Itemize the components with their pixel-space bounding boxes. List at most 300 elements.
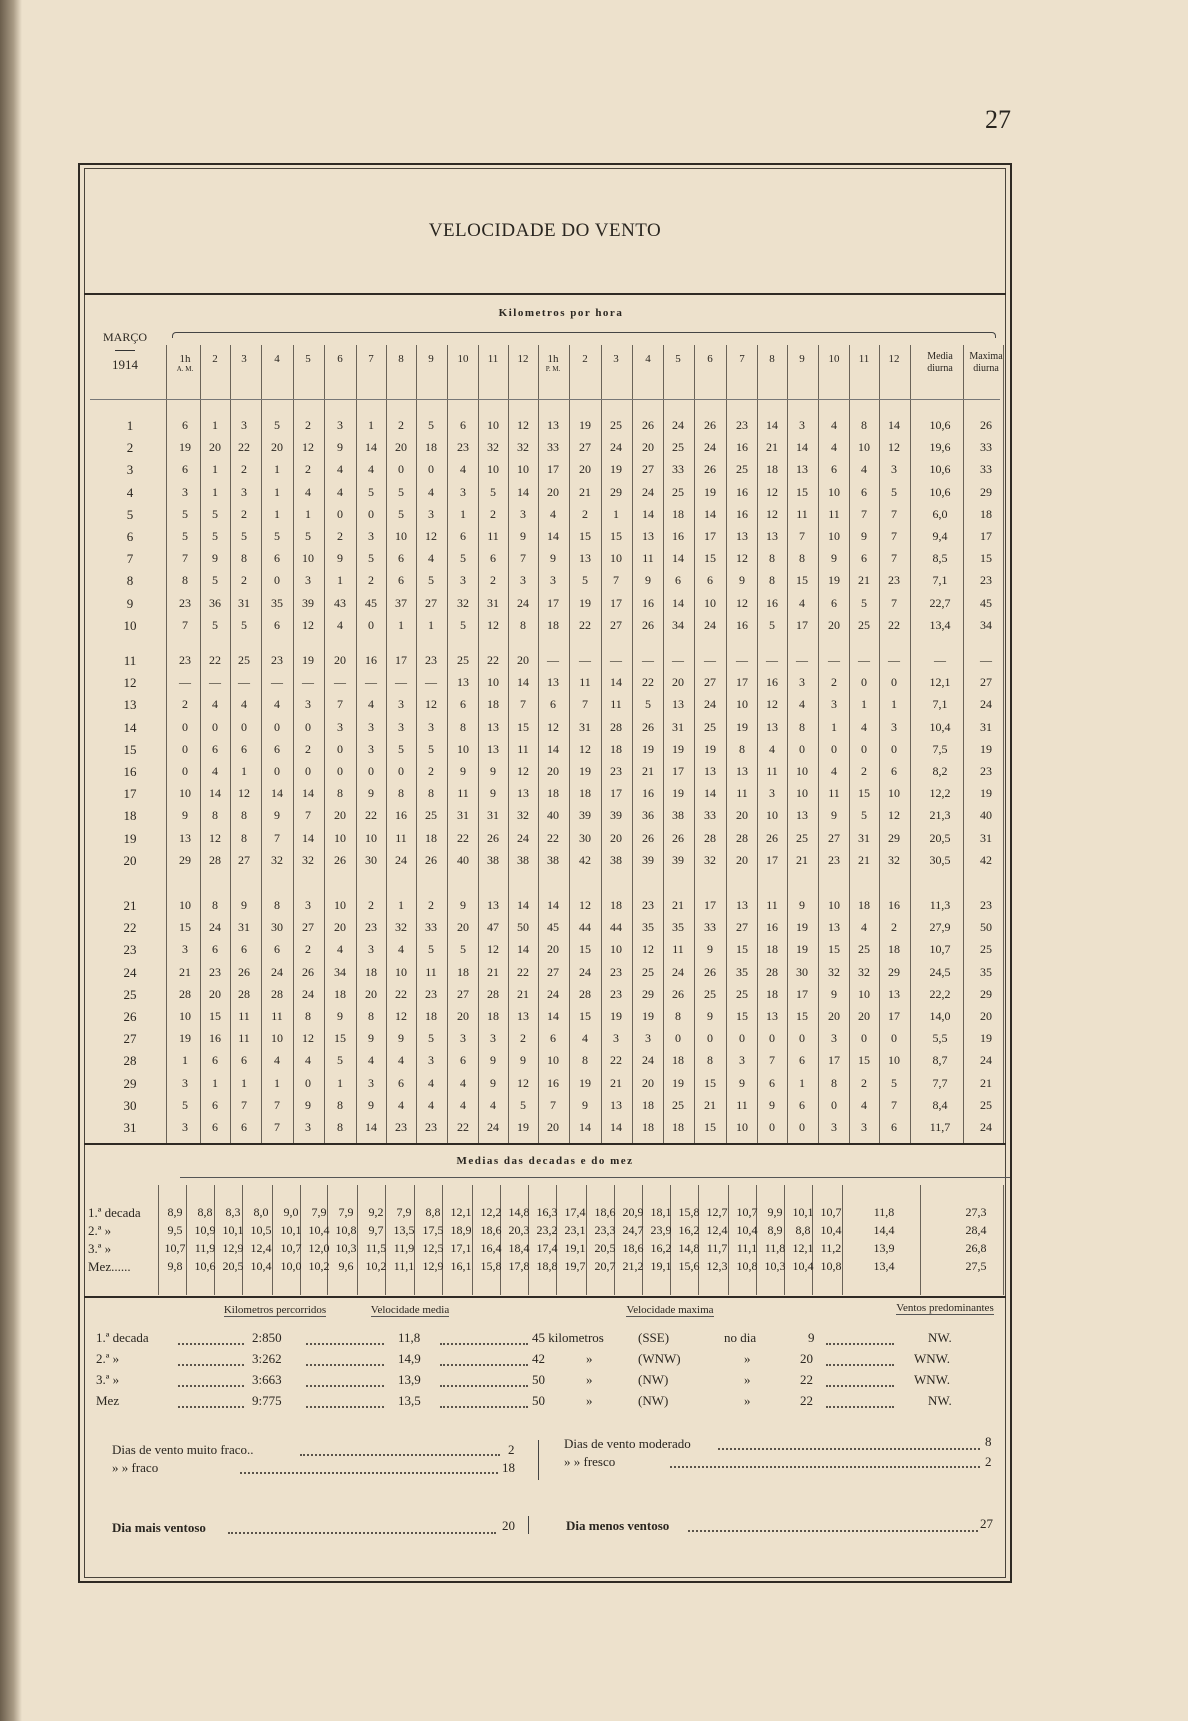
day-number: 4 xyxy=(126,484,134,500)
media-value: 12,1 xyxy=(929,675,951,690)
title-rule xyxy=(84,293,1006,295)
hourly-value: 27 xyxy=(736,920,748,935)
hourly-value: 18 xyxy=(487,1009,499,1023)
hour-header-label: 3 xyxy=(241,353,247,365)
hourly-value: 22 xyxy=(209,653,221,667)
hourly-value: 12 xyxy=(425,697,437,712)
hourly-value: 6 xyxy=(212,1120,218,1134)
hourly-value: 21 xyxy=(179,964,191,979)
hourly-value: 1 xyxy=(398,898,404,912)
hourly-value: 1 xyxy=(274,506,280,521)
hourly-value: 9 xyxy=(739,1075,745,1090)
decade-label: Mez...... xyxy=(88,1259,131,1274)
hourly-value: 10 xyxy=(487,675,499,690)
vmax-unit: » xyxy=(586,1393,593,1408)
hourly-value: 5 xyxy=(490,484,496,499)
hourly-value: 4 xyxy=(212,764,218,778)
hourly-value: 10 xyxy=(888,1053,900,1068)
hourly-value: 1 xyxy=(460,506,466,521)
decade-value: 10,8 xyxy=(335,1223,357,1237)
muito-fraco-value: 2 xyxy=(508,1442,515,1457)
hourly-value: 18 xyxy=(672,1053,684,1068)
hourly-value: 19 xyxy=(579,418,591,432)
decade-value: 11,9 xyxy=(393,1241,415,1255)
media-value: 6,0 xyxy=(932,506,948,521)
hourly-value: 6 xyxy=(182,462,188,477)
hourly-value: 9 xyxy=(831,551,837,566)
hourly-value: 14 xyxy=(672,595,684,610)
hourly-value: 11 xyxy=(766,764,778,778)
hourly-value: 0 xyxy=(831,741,837,756)
hourly-value: 0 xyxy=(241,719,247,734)
vmax-direction: (WNW) xyxy=(638,1351,681,1366)
hourly-value: 29 xyxy=(610,484,622,499)
hourly-value: 3 xyxy=(891,719,897,734)
hourly-value: 15 xyxy=(796,484,808,499)
hourly-value: 18 xyxy=(642,1120,654,1134)
hourly-value: 35 xyxy=(271,595,283,610)
hourly-value: 14 xyxy=(888,418,900,432)
hourly-value: 0 xyxy=(182,741,188,756)
hourly-value: 19 xyxy=(828,573,840,588)
hourly-value: 15 xyxy=(579,529,591,543)
hourly-value: 3 xyxy=(520,506,526,521)
hourly-value: 19 xyxy=(610,462,622,477)
hourly-value: 12 xyxy=(302,1031,314,1046)
hourly-value: 23 xyxy=(179,595,191,610)
hourly-value: 10 xyxy=(517,462,529,477)
hourly-value: 4 xyxy=(831,440,837,455)
hourly-value: 5 xyxy=(212,506,218,521)
hourly-value: 5 xyxy=(274,418,280,432)
hourly-value: 24 xyxy=(704,617,716,632)
hourly-value: 9 xyxy=(831,808,837,823)
hourly-value: 20 xyxy=(209,440,221,455)
hourly-value: 18 xyxy=(425,1009,437,1023)
decade-value: 9,7 xyxy=(368,1223,384,1237)
hourly-value: 0 xyxy=(398,462,404,477)
hour-header-label: 5 xyxy=(305,353,311,365)
hourly-value: 8 xyxy=(182,573,188,588)
hourly-value: 18 xyxy=(425,440,437,455)
hourly-value: 44 xyxy=(579,920,591,935)
decade-value: 10,7 xyxy=(164,1241,186,1255)
page-number: 27 xyxy=(985,105,1011,134)
hourly-value: 0 xyxy=(182,764,188,778)
day-number: 16 xyxy=(123,764,137,779)
media-header: Media diurna xyxy=(927,351,953,374)
hourly-value: 5 xyxy=(428,1031,434,1046)
hourly-value: 16 xyxy=(888,898,900,912)
hourly-value: 33 xyxy=(704,808,716,823)
hourly-value: 17 xyxy=(828,1053,840,1068)
hourly-value: 2 xyxy=(305,942,311,957)
hourly-value: 26 xyxy=(672,830,684,845)
hourly-value: 26 xyxy=(672,986,684,1001)
hourly-value: 12 xyxy=(888,808,900,823)
maxima-value: 29 xyxy=(980,484,992,499)
hourly-value: — xyxy=(179,675,191,690)
hourly-value: 8 xyxy=(707,1053,713,1068)
maxima-value: — xyxy=(980,653,992,667)
hourly-value: 22 xyxy=(610,1053,622,1068)
decade-value: 19,1 xyxy=(564,1241,586,1255)
hourly-value: 11 xyxy=(642,551,654,566)
decade-value: 18,1 xyxy=(650,1205,672,1219)
hourly-value: 45 xyxy=(547,920,559,935)
hourly-value: — xyxy=(858,653,870,667)
hourly-value: 31 xyxy=(858,830,870,845)
hourly-value: 0 xyxy=(337,764,343,778)
hourly-value: 0 xyxy=(799,741,805,756)
hourly-value: 0 xyxy=(368,617,374,632)
hourly-value: 7 xyxy=(274,1120,280,1134)
hour-header xyxy=(819,353,849,365)
decade-value: 9,6 xyxy=(338,1259,354,1273)
hourly-value: 1 xyxy=(274,1075,280,1090)
hourly-value: 2 xyxy=(831,675,837,690)
leader-dots xyxy=(228,1532,496,1534)
decade-rule xyxy=(442,1185,443,1295)
hourly-value: 5 xyxy=(861,808,867,823)
hourly-value: 3 xyxy=(182,942,188,957)
hourly-value: 10 xyxy=(365,830,377,845)
hourly-value: 18 xyxy=(858,898,870,912)
hourly-value: 6 xyxy=(182,418,188,432)
maxima-value: 19 xyxy=(980,741,992,756)
hourly-value: 13 xyxy=(736,898,748,912)
hour-header xyxy=(633,353,663,365)
hourly-value: 3 xyxy=(460,573,466,588)
hourly-value: 13 xyxy=(457,675,469,690)
decade-value: 12,1 xyxy=(792,1241,814,1255)
hourly-value: 4 xyxy=(368,1053,374,1068)
hourly-value: 6 xyxy=(274,942,280,957)
hourly-value: 23 xyxy=(271,653,283,667)
hourly-value: 12 xyxy=(736,595,748,610)
hourly-value: — xyxy=(238,675,250,690)
maxima-value: 27 xyxy=(980,675,992,690)
hourly-value: 0 xyxy=(305,719,311,734)
hourly-value: 3 xyxy=(831,1031,837,1046)
hourly-value: 8 xyxy=(241,808,247,823)
media-value: 8,5 xyxy=(932,551,948,566)
decade-value: 20,5 xyxy=(222,1259,244,1273)
hourly-value: 13 xyxy=(672,697,684,712)
decade-media: 13,9 xyxy=(873,1241,895,1255)
hourly-value: 17 xyxy=(547,595,559,610)
decade-value: 7,9 xyxy=(396,1205,412,1219)
hour-header-label: 5 xyxy=(675,353,681,365)
hourly-value: — xyxy=(766,653,778,667)
vmax-day: 9 xyxy=(808,1330,815,1345)
hourly-value: 5 xyxy=(274,529,280,543)
hourly-value: 10 xyxy=(888,786,900,801)
decade-value: 17,1 xyxy=(450,1241,472,1255)
hourly-value: 24 xyxy=(487,1120,499,1134)
hourly-value: 33 xyxy=(547,440,559,455)
decade-value: 11,2 xyxy=(820,1241,842,1255)
hourly-value: 11 xyxy=(579,675,591,690)
hourly-value: 31 xyxy=(579,719,591,734)
media-value: 22,7 xyxy=(929,595,951,610)
hourly-value: 45 xyxy=(365,595,377,610)
hourly-value: 1 xyxy=(212,462,218,477)
decade-value: 10,1 xyxy=(280,1223,302,1237)
hourly-value: 15 xyxy=(579,1009,591,1023)
hourly-value: 35 xyxy=(672,920,684,935)
hourly-value: 4 xyxy=(861,719,867,734)
hourly-value: 11 xyxy=(238,1031,250,1046)
hourly-value: 8 xyxy=(769,573,775,588)
maxima-value: 33 xyxy=(980,462,992,477)
hourly-value: 9 xyxy=(520,529,526,543)
hourly-value: 17 xyxy=(610,595,622,610)
hourly-value: 24 xyxy=(547,986,559,1001)
hourly-value: 3 xyxy=(520,573,526,588)
hourly-value: 19 xyxy=(796,942,808,957)
vmax-day: 22 xyxy=(800,1393,813,1408)
hourly-value: 4 xyxy=(398,1097,404,1112)
muito-fraco-label: Dias de vento muito fraco.. xyxy=(112,1442,254,1457)
hourly-value: 21 xyxy=(766,440,778,455)
hourly-value: 3 xyxy=(645,1031,651,1046)
hourly-value: 12 xyxy=(209,830,221,845)
maxima-value: 24 xyxy=(980,697,992,712)
maxima-value: 23 xyxy=(980,898,992,912)
decade-value: 13,5 xyxy=(393,1223,415,1237)
media-value: 10,6 xyxy=(929,462,951,477)
hourly-value: 10 xyxy=(828,898,840,912)
day-number: 26 xyxy=(123,1009,137,1024)
hourly-value: 18 xyxy=(766,942,778,957)
hourly-value: 19 xyxy=(672,786,684,801)
hourly-value: — xyxy=(672,653,684,667)
vmed-value: 13,5 xyxy=(398,1393,421,1408)
hourly-value: 5 xyxy=(241,529,247,543)
hourly-value: 4 xyxy=(368,462,374,477)
hourly-value: 21 xyxy=(610,1075,622,1090)
hourly-value: 15 xyxy=(736,1009,748,1023)
hourly-value: 26 xyxy=(238,964,250,979)
hourly-value: 24 xyxy=(704,440,716,455)
hourly-value: 25 xyxy=(672,1097,684,1112)
hourly-value: 4 xyxy=(490,1097,496,1112)
hourly-value: 3 xyxy=(305,1120,311,1134)
hour-header-label: 4 xyxy=(274,353,280,365)
day-number: 19 xyxy=(123,830,137,846)
hourly-value: 34 xyxy=(672,617,684,632)
hourly-value: 25 xyxy=(642,964,654,979)
hourly-value: 9 xyxy=(337,551,343,566)
vmed-value: 11,8 xyxy=(398,1330,421,1345)
decade-maxima: 27,5 xyxy=(965,1259,987,1273)
hourly-value: 3 xyxy=(305,898,311,912)
hourly-value: 4 xyxy=(274,697,280,712)
media-value: 7,7 xyxy=(932,1075,948,1090)
hourly-value: 8 xyxy=(305,1009,311,1023)
hour-header xyxy=(695,353,725,365)
hourly-value: 4 xyxy=(460,462,466,477)
hourly-value: 13 xyxy=(642,529,654,543)
hourly-value: 26 xyxy=(425,852,437,867)
day-number: 10 xyxy=(123,617,137,633)
decade-value: 10,9 xyxy=(194,1223,216,1237)
hourly-value: 8 xyxy=(274,898,280,912)
day-number: 21 xyxy=(123,898,137,913)
leader-dots xyxy=(306,1406,384,1408)
hourly-value: 5 xyxy=(182,1097,188,1112)
decade-value: 17,5 xyxy=(422,1223,444,1237)
hourly-value: 20 xyxy=(334,808,346,823)
hourly-value: 25 xyxy=(796,830,808,845)
summary-label: 3.ª » xyxy=(96,1372,120,1387)
decade-value: 12,9 xyxy=(422,1259,444,1273)
hourly-value: 16 xyxy=(736,440,748,455)
decade-value: 18,6 xyxy=(480,1223,502,1237)
hourly-value: 20 xyxy=(365,986,377,1001)
media-value: 24,5 xyxy=(929,964,951,979)
hourly-value: 14 xyxy=(796,440,808,455)
hour-header-label: 7 xyxy=(739,353,745,365)
hourly-value: 7 xyxy=(891,506,897,521)
hourly-value: 2 xyxy=(891,920,897,935)
hourly-value: 12 xyxy=(487,617,499,632)
decade-value: 11,1 xyxy=(393,1259,415,1273)
hourly-value: 10 xyxy=(736,697,748,712)
day-number: 3 xyxy=(126,462,134,478)
hourly-value: 5 xyxy=(337,1053,343,1068)
hourly-value: 20 xyxy=(579,462,591,477)
hourly-value: 8 xyxy=(337,1120,343,1134)
decade-rule xyxy=(327,1185,328,1295)
hourly-value: 28 xyxy=(736,830,748,845)
hourly-value: 23 xyxy=(828,852,840,867)
hourly-value: 28 xyxy=(487,986,499,1001)
hourly-value: 32 xyxy=(271,852,283,867)
hour-header xyxy=(325,353,355,365)
hourly-value: 14 xyxy=(365,440,377,455)
hourly-value: 0 xyxy=(769,1031,775,1046)
hourly-value: 9 xyxy=(305,1097,311,1112)
hourly-value: 7 xyxy=(337,697,343,712)
hourly-value: 9 xyxy=(490,786,496,801)
decade-value: 23,1 xyxy=(564,1223,586,1237)
year-label: 1914 xyxy=(112,357,138,372)
hourly-value: 23 xyxy=(365,920,377,935)
maxima-value: 19 xyxy=(980,1031,992,1046)
hourly-value: 22 xyxy=(547,830,559,845)
hourly-value: 24 xyxy=(642,1053,654,1068)
hourly-value: 4 xyxy=(550,506,556,521)
hourly-value: 9 xyxy=(645,573,651,588)
hourly-value: 18 xyxy=(334,986,346,1001)
hourly-value: 13 xyxy=(487,719,499,734)
no-dia-label: » xyxy=(744,1351,751,1366)
hourly-value: 0 xyxy=(428,462,434,477)
decade-media: 11,8 xyxy=(873,1205,895,1219)
media-value: 11,7 xyxy=(929,1120,951,1134)
hourly-value: 5 xyxy=(891,1075,897,1090)
hourly-value: 23 xyxy=(736,418,748,432)
vmax-day: 20 xyxy=(800,1351,813,1366)
header-brace xyxy=(172,332,996,338)
hourly-value: 5 xyxy=(460,551,466,566)
hour-header xyxy=(229,353,259,365)
hourly-value: 14 xyxy=(642,506,654,521)
hour-header xyxy=(416,353,446,365)
decade-value: 10,1 xyxy=(222,1223,244,1237)
hourly-value: 29 xyxy=(642,986,654,1001)
hourly-value: 10 xyxy=(334,898,346,912)
decade-rule xyxy=(728,1185,729,1295)
decade-value: 10,8 xyxy=(820,1259,842,1273)
hourly-value: 30 xyxy=(271,920,283,935)
hourly-value: 10 xyxy=(796,764,808,778)
hourly-value: 27 xyxy=(704,675,716,690)
hourly-value: 7 xyxy=(274,1097,280,1112)
hourly-value: 14 xyxy=(209,786,221,801)
decade-label: 2.ª » xyxy=(88,1223,112,1238)
hourly-value: 7 xyxy=(182,617,188,632)
hourly-value: 17 xyxy=(796,617,808,632)
hourly-value: 4 xyxy=(398,1053,404,1068)
hourly-value: 0 xyxy=(831,1097,837,1112)
hourly-value: 17 xyxy=(888,1009,900,1023)
hourly-value: 3 xyxy=(337,418,343,432)
km-value: 9:775 xyxy=(252,1393,282,1408)
hour-header xyxy=(879,353,909,365)
hourly-value: 7 xyxy=(241,1097,247,1112)
hourly-value: 10 xyxy=(457,741,469,756)
hourly-value: 10 xyxy=(179,786,191,801)
hour-header-label: 8 xyxy=(769,353,775,365)
hourly-value: 7 xyxy=(799,529,805,543)
hourly-value: 10 xyxy=(271,1031,283,1046)
hourly-value: 20 xyxy=(642,440,654,455)
hourly-value: 4 xyxy=(337,484,343,499)
hourly-value: 25 xyxy=(672,440,684,455)
hourly-value: 0 xyxy=(274,573,280,588)
hourly-value: 13 xyxy=(179,830,191,845)
hourly-value: 5 xyxy=(368,551,374,566)
leader-dots xyxy=(178,1385,244,1387)
hourly-value: 11 xyxy=(425,964,437,979)
decade-value: 10,4 xyxy=(792,1259,814,1273)
hourly-value: 22 xyxy=(888,617,900,632)
menos-ventoso-value: 27 xyxy=(980,1516,993,1531)
hourly-value: 10 xyxy=(828,529,840,543)
decade-value: 12,7 xyxy=(706,1205,728,1219)
maxima-value: 42 xyxy=(980,852,992,867)
hourly-value: 6 xyxy=(241,942,247,957)
decade-value: 18,6 xyxy=(622,1241,644,1255)
hourly-value: 9 xyxy=(337,1009,343,1023)
hourly-value: 11 xyxy=(487,529,499,543)
leader-dots xyxy=(440,1364,528,1366)
leader-dots xyxy=(178,1406,244,1408)
decade-rule xyxy=(472,1185,473,1295)
book-binding xyxy=(0,0,22,1721)
decade-value: 9,0 xyxy=(283,1205,299,1219)
hourly-value: 2 xyxy=(305,418,311,432)
hourly-value: 9 xyxy=(212,551,218,566)
mais-ventoso-label: Dia mais ventoso xyxy=(112,1520,206,1535)
decade-rule xyxy=(784,1185,785,1295)
leader-dots xyxy=(178,1364,244,1366)
hourly-value: 13 xyxy=(766,1009,778,1023)
hourly-value: 8 xyxy=(398,786,404,801)
